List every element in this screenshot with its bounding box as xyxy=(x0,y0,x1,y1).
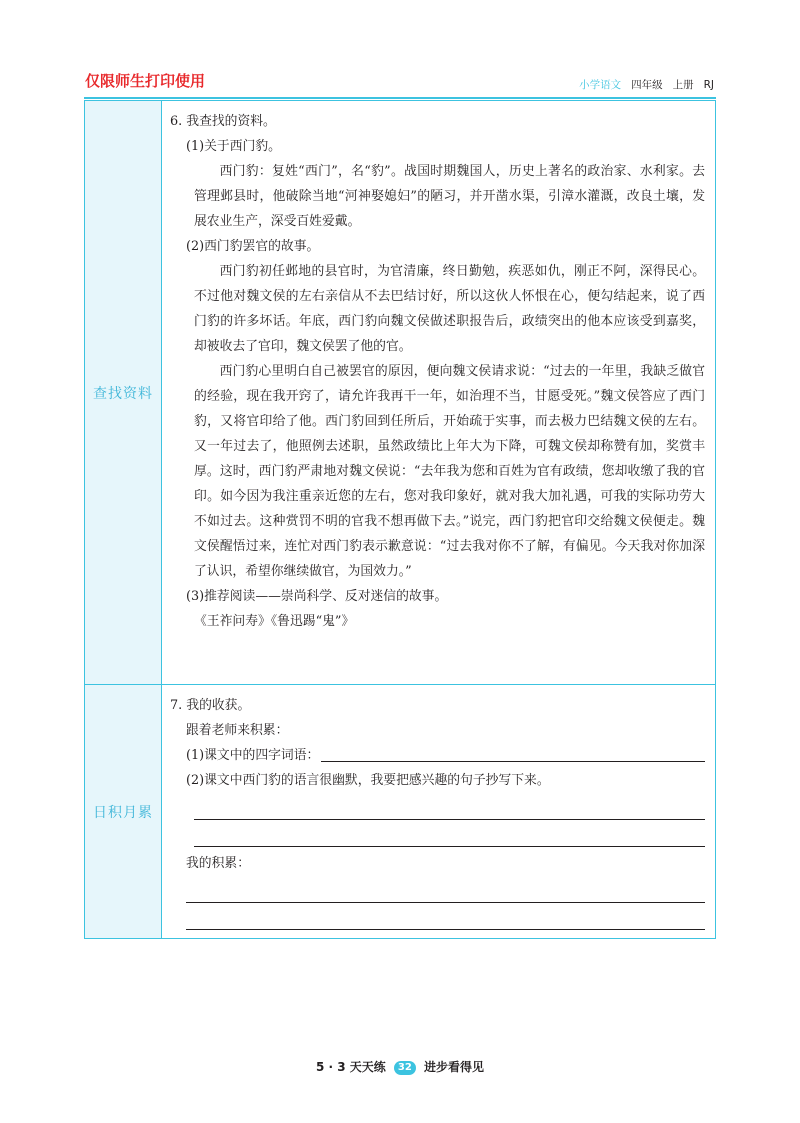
subheading-2: (2)西门豹罢官的故事。 xyxy=(186,239,320,254)
book-info xyxy=(579,77,714,92)
four-char-words-row xyxy=(170,743,705,768)
recommended-books: 《王祚问寿》《鲁迅踢“鬼”》 xyxy=(194,614,355,629)
footer-brand: 5 · 3 天天练 xyxy=(315,1060,386,1074)
quote-blank-1[interactable] xyxy=(194,793,705,820)
page-footer xyxy=(0,1058,800,1075)
paragraph-3: 西门豹心里明白自己被罢官的原因，便向魏文侯请求说：“过去的一年里，我缺乏做官的经验，现在我开窍了，请允许我再干一年，如治理不当，甘愿受死。”魏文侯答应了西门豹，又将官印给了他。西门豹回到任所后，开始疏于实事，而去极力巴结魏文侯的左右。又一年过去了，他照例去述职，虽然政绩比上年大为下降，可魏文侯却称赞有加，奖赏丰厚。这时，西门豹严肃地对魏文侯说：“去年我为您和百姓为官有政绩，您却收缴了我的官印。如今因为我注重亲近您的左右，您对我印象好，就对我大加礼遇，可我的实际功劳大不如过去。这种赏罚不明的官我不想再做下去。”说完，西门豹把官印交给魏文侯便走。魏文侯醒悟过来，连忙对西门豹表示歉意说：“过去我对你不了解，有偏见。今天我对你加深了认识，希望你继续做官，为国效力。” xyxy=(194,364,705,579)
my-accumulation-blank-2[interactable] xyxy=(186,903,705,930)
print-notice: 仅限师生打印使用 xyxy=(85,72,206,90)
subheading-3: (3)推荐阅读——崇尚科学、反对迷信的故事。 xyxy=(186,589,448,604)
question-7-title: 7. 我的收获。 xyxy=(170,698,251,713)
grade-label: 四年级 xyxy=(631,79,663,91)
my-accumulation-blank-1[interactable] xyxy=(186,876,705,903)
accumulation-row xyxy=(85,685,716,939)
accumulation-side-label: 日积月累 xyxy=(85,685,162,939)
four-char-words-label: (1)课文中的四字词语： xyxy=(186,748,320,763)
volume-label: 上册 xyxy=(672,79,694,91)
subheading-1: (1)关于西门豹。 xyxy=(186,139,281,154)
accumulation-content xyxy=(162,685,716,939)
paragraph-2: 西门豹初任邺地的县官时，为官清廉，终日勤勉，疾恶如仇，刚正不阿，深得民心。不过他对魏文侯的左右亲信从不去巴结讨好，所以这伙人怀恨在心，便勾结起来，说了西门豹的许多坏话。年底，西门豹向魏文侯做述职报告后，政绩突出的他本应该受到嘉奖，却被收去了官印，魏文侯罢了他的官。 xyxy=(194,264,705,354)
my-accumulation-label: 我的积累： xyxy=(186,856,250,871)
edition-label: RJ xyxy=(703,79,714,91)
question-6-title: 6. 我查找的资料。 xyxy=(170,114,276,129)
accumulate-intro: 跟着老师来积累： xyxy=(186,723,289,738)
quote-blank-2[interactable] xyxy=(194,820,705,847)
subject-label: 小学语文 xyxy=(579,79,622,91)
quote-prompt: (2)课文中西门豹的语言很幽默，我要把感兴趣的句子抄写下来。 xyxy=(186,773,550,788)
four-char-words-blank[interactable] xyxy=(321,761,705,762)
research-side-label: 查找资料 xyxy=(85,101,162,685)
paragraph-1: 西门豹：复姓“西门”，名“豹”。战国时期魏国人，历史上著名的政治家、水利家。去管理邺县时，他破除当地“河神娶媳妇”的陋习，并开凿水渠，引漳水灌溉，改良土壤，发展农业生产，深受百姓爱戴。 xyxy=(194,164,705,229)
header-divider xyxy=(84,97,716,99)
worksheet-table xyxy=(84,100,716,939)
research-content xyxy=(162,101,716,685)
research-row xyxy=(85,101,716,685)
footer-slogan: 进步看得见 xyxy=(424,1060,485,1074)
page-number: 32 xyxy=(394,1061,416,1075)
